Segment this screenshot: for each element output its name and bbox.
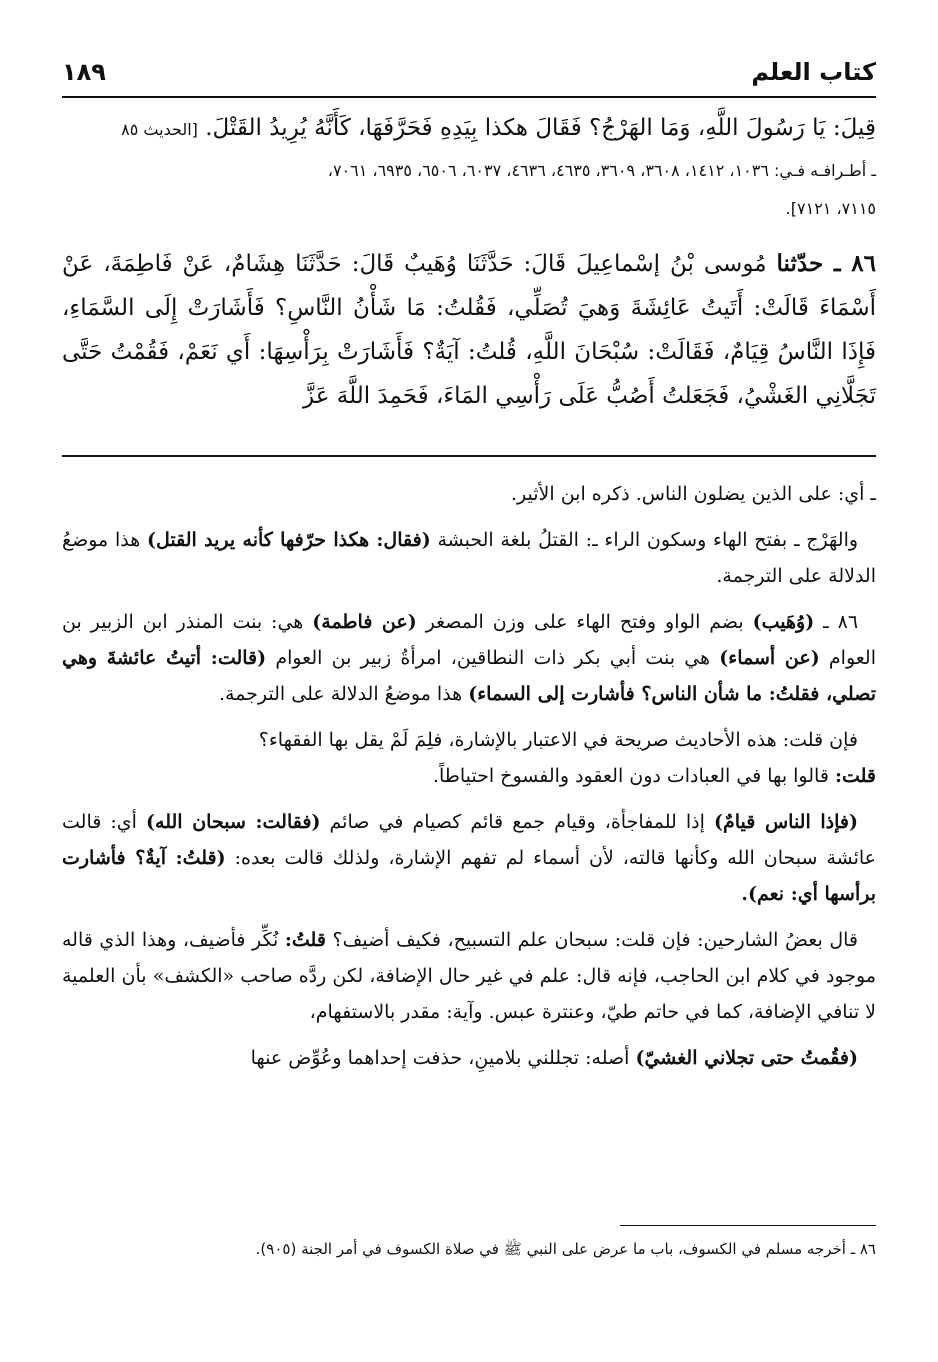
book-title: كتاب العلم: [751, 58, 876, 86]
commentary-paragraph-4: [62, 722, 876, 794]
hadith-85-atraf-line1: ـ أطـرافـه فـي: ١٠٣٦، ١٤١٢، ٣٦٠٨، ٣٦٠٩، ٤٦٣٥، ٤٦٣٦، ٦٠٣٧، ٦٥٠٦، ٦٩٣٥، ٧٠٦١،: [327, 161, 876, 180]
commentary-paragraph-2: [62, 522, 876, 594]
page-number: ١٨٩: [62, 58, 106, 86]
commentary-paragraph-1: ـ أي: على الذين يضلون الناس. ذكره ابن الأثير.: [511, 483, 876, 505]
commentary-text: قال بعضُ الشارحين: فإن قلت: سبحان علم التسبيح، فكيف أضيف؟: [332, 929, 859, 951]
commentary-text: إذا للمفاجأة، وقيام جمع قائم كصيام في صائم: [329, 811, 705, 833]
commentary-quote: (فقُمتُ حتى تجلاني الغشيّ): [635, 1047, 858, 1069]
commentary-number: ٨٦ ـ: [823, 611, 859, 633]
commentary-text: والهَرْج ـ بفتح الهاء وسكون الراء ـ: القتلُ بلغة الحبشة: [437, 529, 859, 551]
commentary-quote: قلتُ:: [284, 929, 326, 951]
commentary-text: هي بنت أبي بكر ذات النطاقين، امرأةُ زبير بن العوام: [275, 647, 711, 669]
footnote: ٨٦ ـ أخرجه مسلم في الكسوف، باب ما عرض على النبي ﷺ في صلاة الكسوف في أمر الجنة (٩٠٥).: [255, 1240, 876, 1258]
commentary-quote: (فقال: هكذا حرّفها كأنه يريد القتل): [147, 529, 431, 551]
commentary-text: هي: بنت المنذر ابن الزبير بن العوام: [62, 611, 876, 669]
commentary-quote: (عن أسماء): [719, 647, 820, 669]
footnote-divider: [620, 1225, 876, 1226]
commentary-paragraph-5: [62, 804, 876, 912]
book-page: [62, 0, 876, 1362]
commentary-quote: قلت:: [834, 765, 876, 787]
commentary-text: قالوا بها في العبادات دون العقود والفسوخ احتياطاً.: [432, 765, 829, 787]
hadith-85-reference: [الحديث ٨٥: [121, 120, 198, 139]
commentary-quote: (قالت: أتيتُ عائشةَ وهي تصلي، فقلتُ: ما شأن الناس؟ فأشارت إلى السماء): [62, 647, 876, 705]
commentary-quote: (قلتُ: آيةٌ؟ فأشارت برأسها أي: نعم).: [62, 847, 876, 905]
commentary-text: هذا موضعُ الدلالة على الترجمة.: [62, 529, 876, 587]
commentary-divider: [62, 455, 876, 457]
commentary-quote: (فقالت: سبحان الله): [146, 811, 321, 833]
commentary-text: أصله: تجللني بلامينِ، حذفت إحداهما وعُوِّض عنها: [250, 1047, 630, 1069]
page-header: [62, 52, 876, 92]
commentary-text: فإن قلت: هذه الأحاديث صريحة في الاعتبار بالإشارة، فلِمَ لَمْ يقل بها الفقهاء؟: [258, 729, 858, 751]
commentary-quote: (وُهَيب): [752, 611, 815, 633]
commentary-text: نُكِّر فأضيف، وهذا الذي قاله موجود في كلام ابن الحاجب، فإنه قال: علم في غير حال الإضافة، لكن ردَّه صاحب «الكشف» بأن العلمية لا تنافي الإضافة، كما في حاتم طيّ، وعنترة عبس. وآية: مقدر بالاستفهام،: [62, 929, 876, 1023]
commentary-paragraph-7: [62, 1040, 876, 1076]
commentary-quote: (عن فاطمة): [312, 611, 417, 633]
hadith-85-tail: [62, 106, 876, 152]
hadith-86-number: ٨٦ ـ حدّثنا: [776, 250, 876, 277]
commentary-text: بضم الواو وفتح الهاء على وزن المصغر: [425, 611, 744, 633]
hadith-86-text: مُوسى بْنُ إسْماعِيلَ قَالَ: حَدَّثَنَا وُهَيبٌ قَالَ: حَدَّثَنَا هِشَامٌ، عَنْ فَاطِمَةَ، عَنْ أَسْمَاءَ قَالَتْ: أَتَيتُ عَائِشَةَ وَهيَ تُصَلِّي، فَقُلتُ: مَا شَأْنُ النَّاسِ؟ فَأَشَارَتْ إِلَى السَّمَاءِ، فَإِذَا النَّاسُ قِيَامٌ، فَقَالَتْ: سُبْحَانَ اللَّهِ، قُلتُ: آيَةٌ؟ فَأَشَارَتْ بِرَأْسِهَا: أَي نَعَمْ، فَقُمْتُ حَتَّى تَجَلَّانِي الغَشْيُ، فَجَعَلتُ أَصُبُّ عَلَى رَأْسِي المَاءَ، فَحَمِدَ اللَّهَ عَزَّ: [62, 251, 876, 409]
commentary-text: هذا موضعُ الدلالة على الترجمة.: [218, 683, 463, 705]
commentary-paragraph-6: [62, 922, 876, 1030]
commentary-section: [62, 476, 876, 1086]
hadith-85-text: قِيلَ: يَا رَسُولَ اللَّهِ، وَمَا الهَرْجُ؟ فَقَالَ هكذا بِيَدِهِ فَحَرَّفَهَا، كَأَنَّهُ يُرِيدُ القَتْلَ.: [205, 115, 876, 141]
hadith-text-section: [62, 106, 876, 418]
commentary-text: أي: قالت عائشة سبحان الله وكأنها قالته، لأن أسماء لم تفهم الإشارة، ولذلك قالت بعده:: [62, 811, 876, 869]
hadith-86: [62, 242, 876, 418]
commentary-quote: (فإذا الناس قيامٌ): [713, 811, 858, 833]
commentary-paragraph-3: [62, 604, 876, 712]
hadith-85-atraf-line2: ٧١١٥، ٧١٢١].: [785, 199, 876, 218]
header-divider: [62, 96, 876, 98]
